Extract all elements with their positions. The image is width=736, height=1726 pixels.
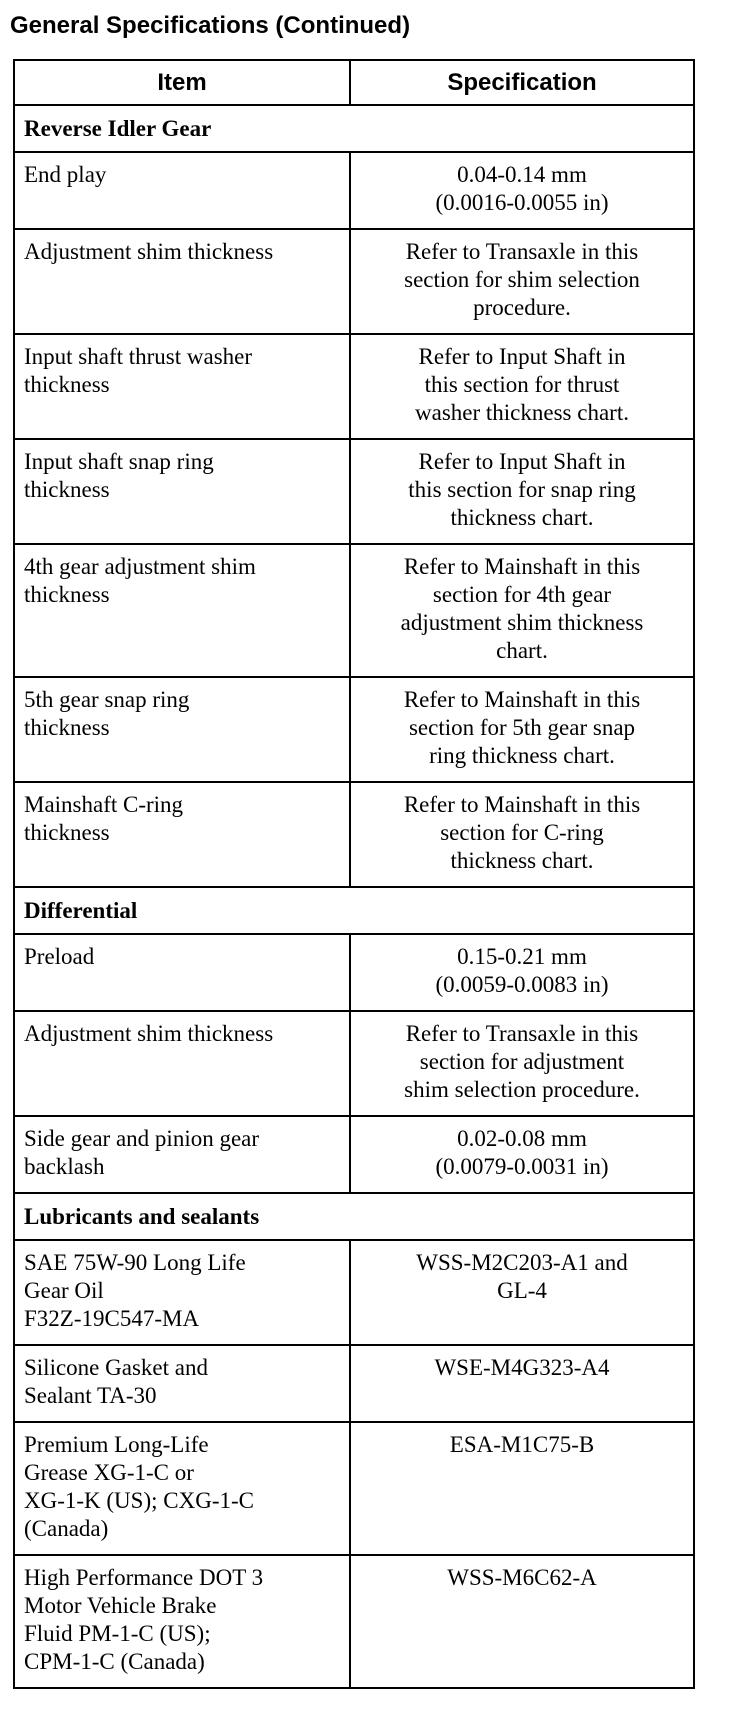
item-text-line: Silicone Gasket and (24, 1355, 208, 1380)
column-header-specification: Specification (350, 60, 694, 105)
section-row (14, 887, 694, 934)
table-row (14, 439, 694, 544)
item-text-line: 5th gear snap ring (24, 687, 190, 712)
item-text-line: Gear Oil (24, 1278, 104, 1303)
specification-text-line: Refer to Transaxle in this (405, 239, 639, 264)
table-row (14, 1422, 694, 1555)
section-heading: Reverse Idler Gear (14, 105, 694, 152)
table-row (14, 1116, 694, 1193)
table-row (14, 1240, 694, 1345)
specification-text-line: section for 4th gear (432, 582, 612, 607)
specification-text-line: Refer to Mainshaft in this (403, 687, 641, 712)
item-text-line: thickness (24, 820, 110, 845)
item-text-line: thickness (24, 477, 110, 502)
item-text-line: (Canada) (24, 1516, 109, 1541)
table-header-row (14, 60, 694, 105)
specification-cell (350, 782, 694, 887)
item-cell (14, 1422, 350, 1555)
item-text-line: Preload (24, 944, 95, 969)
table-row (14, 229, 694, 334)
specification-text-line: 0.02-0.08 mm (457, 1126, 587, 1151)
specification-text-line: WSE-M4G323-A4 (434, 1355, 610, 1380)
specification-text-line: (0.0016-0.0055 in) (435, 190, 609, 215)
page-title: General Specifications (Continued) (10, 12, 411, 39)
specification-cell (350, 439, 694, 544)
specification-text-line: Refer to Input Shaft in (418, 344, 626, 369)
section-row (14, 1193, 694, 1240)
specification-text-line: section for shim selection (404, 267, 640, 292)
item-text-line: SAE 75W-90 Long Life (24, 1250, 246, 1275)
specification-cell (350, 1422, 694, 1555)
section-heading: Lubricants and sealants (14, 1193, 694, 1240)
table-row (14, 1345, 694, 1422)
item-text-line: 4th gear adjustment shim (24, 554, 256, 579)
specification-text-line: chart. (496, 638, 548, 663)
item-text-line: F32Z-19C547-MA (24, 1306, 200, 1331)
table-row (14, 782, 694, 887)
item-text-line: XG-1-K (US); CXG-1-C (24, 1488, 254, 1513)
specification-text-line: Refer to Mainshaft in this (403, 792, 641, 817)
table-row (14, 544, 694, 677)
item-cell (14, 439, 350, 544)
item-cell (14, 934, 350, 1011)
specification-text-line: section for 5th gear snap (408, 715, 636, 740)
specification-text-line: Refer to Mainshaft in this (403, 554, 641, 579)
item-cell (14, 152, 350, 229)
item-text-line: Adjustment shim thickness (24, 239, 274, 264)
specification-text-line: GL-4 (497, 1278, 547, 1303)
spec-table (13, 59, 695, 1689)
specification-text-line: 0.04-0.14 mm (457, 162, 587, 187)
specification-text-line: this section for snap ring (408, 477, 636, 502)
item-text-line: Motor Vehicle Brake (24, 1593, 217, 1618)
specification-text-line: (0.0079-0.0031 in) (435, 1154, 609, 1179)
table-row (14, 934, 694, 1011)
item-cell (14, 334, 350, 439)
item-cell (14, 1555, 350, 1688)
specification-text-line: section for adjustment (419, 1049, 625, 1074)
specification-cell (350, 152, 694, 229)
item-text-line: Side gear and pinion gear (24, 1126, 260, 1151)
table-row (14, 1011, 694, 1116)
column-header-item: Item (14, 60, 350, 105)
specification-cell (350, 1011, 694, 1116)
section-row (14, 105, 694, 152)
specification-cell (350, 544, 694, 677)
table-body (14, 105, 694, 1688)
item-text-line: Input shaft thrust washer (24, 344, 253, 369)
specification-text-line: Refer to Input Shaft in (418, 449, 626, 474)
item-cell (14, 677, 350, 782)
specification-text-line: procedure. (473, 295, 571, 320)
section-heading: Differential (14, 887, 694, 934)
table-row (14, 152, 694, 229)
specification-cell (350, 1345, 694, 1422)
table-row (14, 334, 694, 439)
item-text-line: Input shaft snap ring (24, 449, 214, 474)
specification-text-line: shim selection procedure. (404, 1077, 640, 1102)
specification-text-line: washer thickness chart. (415, 400, 629, 425)
item-text-line: High Performance DOT 3 (24, 1565, 264, 1590)
table-row (14, 1555, 694, 1688)
specification-text-line: thickness chart. (450, 848, 594, 873)
item-cell (14, 229, 350, 334)
specification-cell (350, 1555, 694, 1688)
item-text-line: Premium Long-Life (24, 1432, 209, 1457)
specification-text-line: (0.0059-0.0083 in) (435, 972, 609, 997)
specification-text-line: 0.15-0.21 mm (457, 944, 587, 969)
item-text-line: backlash (24, 1154, 105, 1179)
item-cell (14, 782, 350, 887)
item-text-line: thickness (24, 582, 110, 607)
item-cell (14, 1116, 350, 1193)
table-row (14, 677, 694, 782)
specification-cell (350, 334, 694, 439)
specification-cell (350, 229, 694, 334)
item-cell (14, 1240, 350, 1345)
specification-cell (350, 677, 694, 782)
specification-text-line: this section for thrust (424, 372, 620, 397)
specification-text-line: adjustment shim thickness (400, 610, 644, 635)
item-text-line: thickness (24, 372, 110, 397)
specification-text-line: section for C-ring (440, 820, 604, 845)
specification-cell (350, 934, 694, 1011)
item-cell (14, 1011, 350, 1116)
specification-cell (350, 1240, 694, 1345)
item-text-line: End play (24, 162, 107, 187)
specification-text-line: WSS-M6C62-A (447, 1565, 597, 1590)
item-cell (14, 544, 350, 677)
specification-text-line: WSS-M2C203-A1 and (416, 1250, 628, 1275)
item-text-line: thickness (24, 715, 110, 740)
specification-text-line: ring thickness chart. (429, 743, 615, 768)
item-text-line: Sealant TA-30 (24, 1383, 157, 1408)
specification-text-line: ESA-M1C75-B (449, 1432, 595, 1457)
item-text-line: Adjustment shim thickness (24, 1021, 274, 1046)
item-text-line: Grease XG-1-C or (24, 1460, 194, 1485)
item-text-line: CPM-1-C (Canada) (24, 1649, 205, 1674)
item-cell (14, 1345, 350, 1422)
specification-text-line: Refer to Transaxle in this (405, 1021, 639, 1046)
item-text-line: Fluid PM-1-C (US); (24, 1621, 211, 1646)
specification-text-line: thickness chart. (450, 505, 594, 530)
item-text-line: Mainshaft C-ring (24, 792, 184, 817)
specification-cell (350, 1116, 694, 1193)
